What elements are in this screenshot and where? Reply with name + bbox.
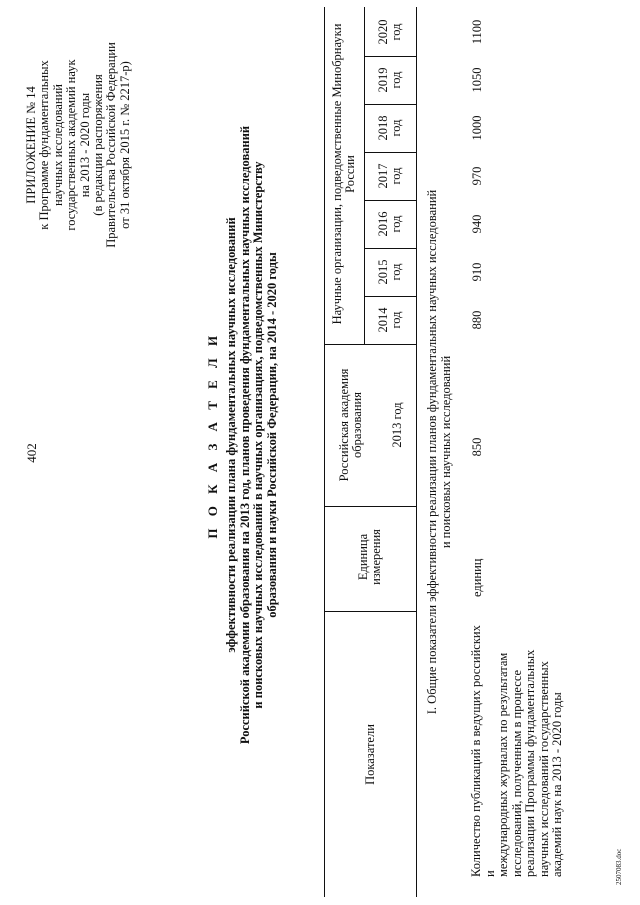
row-value-2019: 1050 bbox=[470, 67, 484, 93]
row-value-2020: 1100 bbox=[470, 19, 484, 45]
document-subtitle bbox=[225, 85, 279, 785]
header-bottom-rule bbox=[416, 7, 417, 897]
row-value-2015: 910 bbox=[470, 262, 484, 282]
appendix-line: Правительства Российской Федерации bbox=[104, 42, 119, 248]
header-year-2015: 2015 год bbox=[376, 259, 403, 285]
header-indicator: Показатели bbox=[362, 724, 377, 785]
header-rao-year: 2013 год bbox=[389, 402, 404, 448]
row-label-line: исследований, полученным в процессе bbox=[509, 669, 524, 877]
appendix-line: от 31 октября 2015 г. № 2217-р) bbox=[117, 61, 132, 229]
footer-doc-code: 2507083.doc bbox=[615, 848, 623, 885]
row-value-2013: 850 bbox=[470, 437, 484, 457]
subtitle-line: Российской академии образования на 2013 год, планов проведения фундаментальных научных исследований bbox=[237, 125, 252, 745]
row-unit: единиц bbox=[470, 558, 484, 597]
col-divider bbox=[364, 200, 416, 201]
col-divider bbox=[324, 506, 416, 507]
subtitle-line: и поисковых научных исследований в научных организациях, подведомственных Министерству bbox=[251, 161, 266, 709]
subtitle-line: образования и науки Российской Федерации, на 2014 - 2020 годы bbox=[264, 252, 279, 618]
page-number: 402 bbox=[24, 443, 39, 463]
appendix-line: к Программе фундаментальных bbox=[37, 60, 52, 230]
row-label-line: реализации Программы фундаментальных bbox=[523, 649, 537, 877]
header-year-2020: 2020 год bbox=[376, 19, 403, 45]
col-divider bbox=[364, 56, 416, 57]
header-year-2014: 2014 год bbox=[376, 307, 403, 333]
section-title: и поисковых научных исследований bbox=[439, 355, 453, 549]
row-value-2016: 940 bbox=[470, 214, 484, 234]
indicators-table bbox=[324, 7, 626, 897]
row-label-line: международных журналах по результатам bbox=[496, 652, 510, 877]
col-divider bbox=[364, 152, 416, 153]
appendix-line: на 2013 - 2020 годы bbox=[77, 92, 92, 198]
row-label-line: Количество публикаций в ведущих российских и bbox=[469, 625, 497, 877]
subtitle-line: эффективности реализации плана фундаментальных научных исследований bbox=[224, 217, 238, 653]
document-title: П О К А З А Т Е Л И bbox=[205, 331, 220, 539]
title-block bbox=[205, 85, 279, 785]
col-divider bbox=[364, 104, 416, 105]
appendix-line: научных исследований bbox=[50, 84, 65, 206]
row-value-2014: 880 bbox=[470, 310, 484, 330]
row-label-line: научных исследований государственных bbox=[536, 661, 551, 877]
header-minobr: Научные организации, подведомственные Минобрнауки России bbox=[330, 23, 357, 325]
appendix-line: (в редакции распоряжения bbox=[91, 74, 106, 216]
row-label bbox=[470, 622, 565, 877]
appendix-header bbox=[25, 10, 132, 280]
header-unit: Единица измерения bbox=[356, 529, 383, 585]
col-divider bbox=[364, 296, 416, 297]
appendix-line: ПРИЛОЖЕНИЕ № 14 bbox=[24, 86, 38, 204]
row-label-line: академий наук на 2013 - 2020 годы bbox=[550, 692, 564, 877]
col-divider bbox=[364, 248, 416, 249]
header-year-2016: 2016 год bbox=[376, 211, 403, 237]
appendix-line: государственных академий наук bbox=[64, 59, 79, 231]
header-year-2018: 2018 год bbox=[376, 115, 403, 141]
header-rao: Российская академия образования bbox=[337, 368, 364, 482]
row-value-2018: 1000 bbox=[470, 115, 484, 141]
header-year-2017: 2017 год bbox=[376, 163, 403, 189]
row-value-2017: 970 bbox=[470, 166, 484, 186]
section-title: I. Общие показатели эффективности реализации планов фундаментальных научных исследований bbox=[425, 189, 439, 715]
header-year-2019: 2019 год bbox=[376, 67, 403, 93]
